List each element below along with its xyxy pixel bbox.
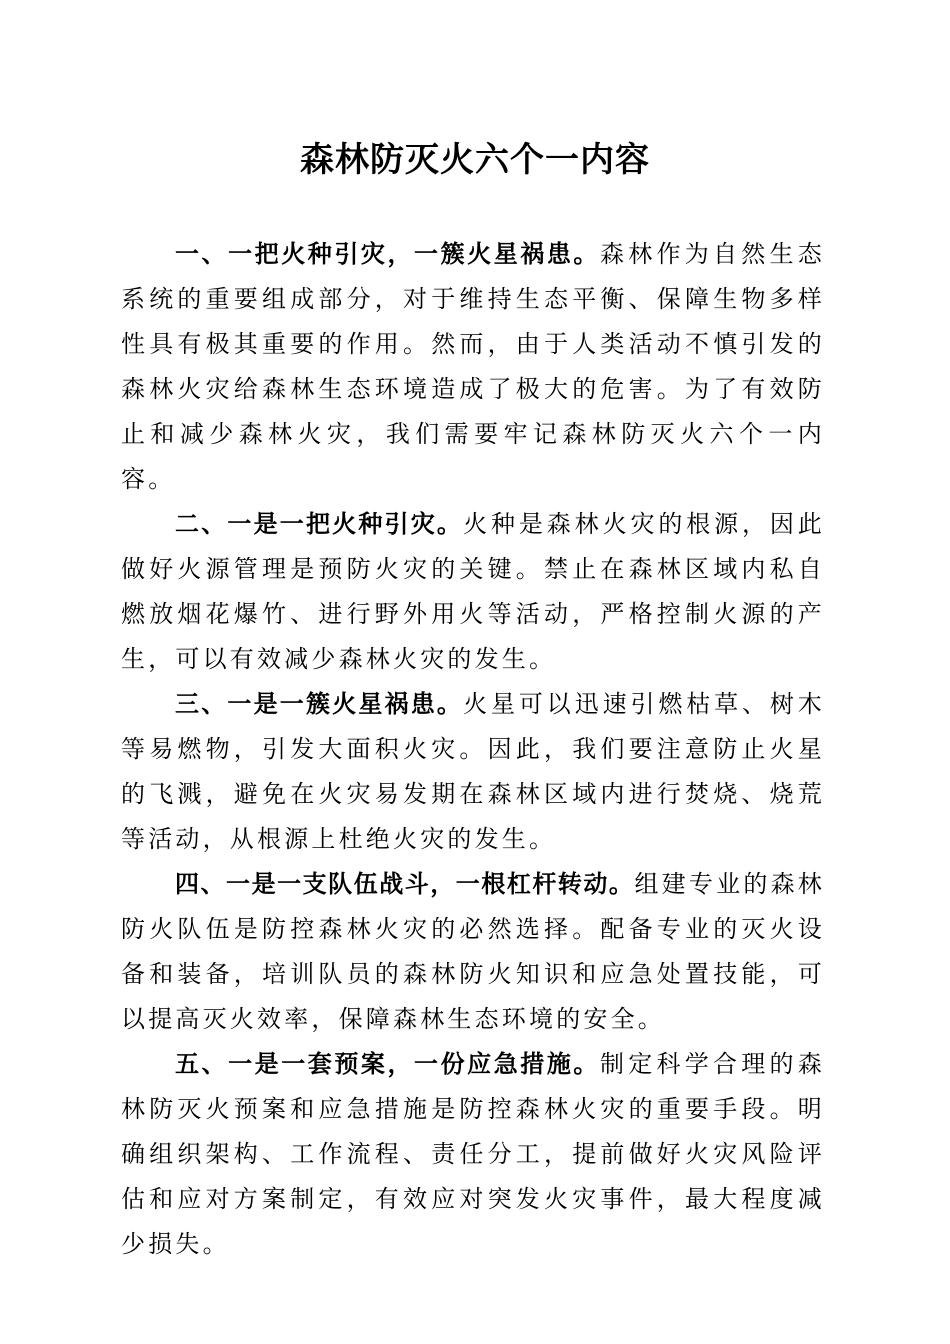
paragraph-5 <box>121 1042 825 1267</box>
paragraph-1-heading: 一、一把火种引灾，一簇火星祸患。 <box>175 240 600 268</box>
paragraph-3-text: 火星可以迅速引燃枯草、树木等易燃物，引发大面积火灾。因此，我们要注意防止火星的飞溅，避免在火灾易发期在森林区域内进行焚烧、烧荒等活动，从根源上杜绝火灾的发生。 <box>121 690 825 853</box>
paragraph-4-text: 组建专业的森林防火队伍是防控森林火灾的必然选择。配备专业的灭火设备和装备，培训队员的森林防火知识和应急处置技能，可以提高灭火效率，保障森林生态环境的安全。 <box>121 870 826 1033</box>
paragraph-5-heading: 五、一是一套预案，一份应急措施。 <box>175 1050 600 1078</box>
paragraph-2-heading: 二、一是一把火种引灾。 <box>175 510 464 538</box>
paragraph-4-heading: 四、一是一支队伍战斗，一根杠杆转动。 <box>175 870 635 898</box>
document-title: 森林防灭火六个一内容 <box>300 140 650 180</box>
paragraph-1-text: 森林作为自然生态系统的重要组成部分，对于维持生态平衡、保障生物多样性具有极其重要的作用。然而，由于人类活动不慎引发的森林火灾给森林生态环境造成了极大的危害。为了有效防止和减少森林火灾，我们需要牢记森林防灭火六个一内容。 <box>121 240 825 493</box>
paragraph-5-text: 制定科学合理的森林防灭火预案和应急措施是防控森林火灾的重要手段。明确组织架构、工作流程、责任分工，提前做好火灾风险评估和应对方案制定，有效应对突发火灾事件，最大程度减少损失。 <box>121 1050 825 1258</box>
paragraph-2-text: 火种是森林火灾的根源，因此做好火源管理是预防火灾的关键。禁止在森林区域内私自燃放烟花爆竹、进行野外用火等活动，严格控制火源的产生，可以有效减少森林火灾的发生。 <box>121 510 825 673</box>
paragraph-1 <box>121 232 825 502</box>
paragraph-3-heading: 三、一是一簇火星祸患。 <box>175 690 464 718</box>
document-body <box>121 232 825 1267</box>
paragraph-2 <box>121 502 825 682</box>
paragraph-4 <box>121 862 825 1042</box>
paragraph-3 <box>121 682 825 862</box>
